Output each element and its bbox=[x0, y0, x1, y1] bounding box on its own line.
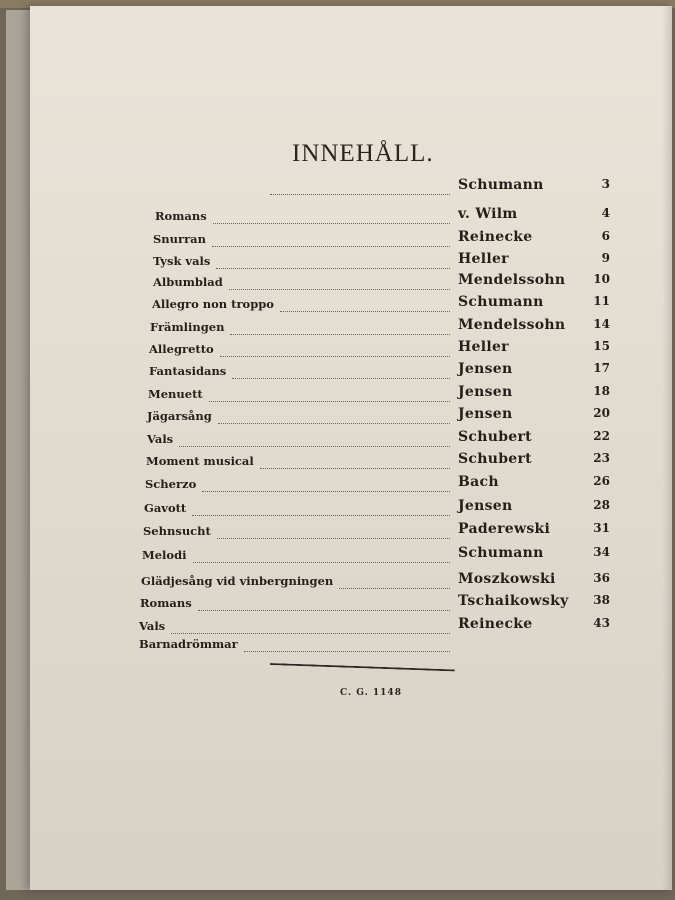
toc-piece-title: Melodi bbox=[142, 548, 187, 562]
toc-page-number: 26 bbox=[593, 474, 610, 488]
toc-composer: Reinecke bbox=[458, 229, 533, 245]
toc-dot-leader bbox=[213, 209, 450, 224]
toc-row bbox=[153, 272, 612, 291]
toc-piece-title: Barnadrömmar bbox=[139, 637, 238, 651]
toc-dot-leader bbox=[220, 342, 450, 357]
toc-composer: Jensen bbox=[458, 498, 513, 514]
toc-composer: Schumann bbox=[458, 177, 544, 193]
toc-piece-title: Scherzo bbox=[145, 477, 197, 491]
toc-row bbox=[152, 294, 612, 313]
toc-piece-title: Jägarsång bbox=[147, 409, 212, 423]
toc-page-number: 22 bbox=[593, 429, 610, 443]
toc-row bbox=[155, 206, 612, 225]
toc-dot-leader bbox=[193, 548, 450, 563]
toc-piece-title: Romans bbox=[155, 209, 207, 223]
toc-dot-leader bbox=[216, 254, 450, 269]
toc-dot-leader bbox=[229, 275, 450, 290]
page-title: INNEHÅLL. bbox=[292, 140, 434, 167]
toc-piece-title: Främlingen bbox=[150, 320, 225, 334]
toc-piece-title: Vals bbox=[139, 619, 166, 633]
toc-piece-title: Allegretto bbox=[149, 342, 214, 356]
toc-page-number: 15 bbox=[593, 339, 610, 353]
toc-composer: Jensen bbox=[458, 361, 513, 377]
toc-page-number: 38 bbox=[593, 593, 610, 607]
toc-row bbox=[142, 545, 612, 564]
toc-composer: Jensen bbox=[458, 384, 513, 400]
toc-row bbox=[144, 498, 612, 517]
toc-composer: Tschaikowsky bbox=[458, 593, 569, 609]
toc-row bbox=[149, 339, 612, 358]
toc-piece-title: Tysk vals bbox=[153, 254, 211, 268]
toc-composer: Schubert bbox=[458, 451, 532, 467]
toc-dot-leader bbox=[212, 232, 450, 247]
toc-composer: Heller bbox=[458, 251, 509, 267]
toc-dot-leader bbox=[270, 180, 450, 195]
toc-page-number: 4 bbox=[601, 206, 610, 220]
toc-row bbox=[139, 637, 612, 653]
toc-composer: Heller bbox=[458, 339, 509, 355]
toc-composer: Reinecke bbox=[458, 616, 533, 632]
toc-page-number: 23 bbox=[593, 451, 610, 465]
toc-dot-leader bbox=[217, 524, 450, 539]
toc-page-number: 34 bbox=[593, 545, 610, 559]
toc-composer: Mendelssohn bbox=[458, 272, 566, 288]
toc-piece-title: Fantasidans bbox=[149, 364, 227, 378]
toc-dot-leader bbox=[232, 364, 450, 379]
toc-piece-title: Sehnsucht bbox=[143, 524, 211, 538]
toc-page-number: 14 bbox=[593, 317, 610, 331]
toc-dot-leader bbox=[260, 454, 450, 469]
toc-composer: Moszkowski bbox=[458, 571, 556, 587]
toc-page-number: 3 bbox=[601, 177, 610, 191]
toc-page-number: 11 bbox=[593, 294, 610, 308]
toc-dot-leader bbox=[171, 619, 450, 634]
toc-composer: Schumann bbox=[458, 545, 544, 561]
toc-dot-leader bbox=[202, 477, 450, 492]
toc-page-number: 9 bbox=[601, 251, 610, 265]
toc-page-number: 36 bbox=[593, 571, 610, 585]
toc-row bbox=[150, 317, 612, 336]
toc-row bbox=[140, 593, 612, 612]
toc-dot-leader bbox=[218, 409, 450, 424]
toc-dot-leader bbox=[198, 596, 450, 611]
toc-row bbox=[139, 616, 612, 635]
toc-page-number: 43 bbox=[593, 616, 610, 630]
toc-page-number: 17 bbox=[593, 361, 610, 375]
toc-composer: Bach bbox=[458, 474, 499, 490]
toc-piece-title: Gavott bbox=[144, 501, 187, 515]
toc-row bbox=[146, 451, 612, 470]
toc-row bbox=[148, 384, 612, 403]
toc-dot-leader bbox=[230, 320, 450, 335]
toc-row bbox=[145, 474, 612, 493]
toc-page-number: 18 bbox=[593, 384, 610, 398]
toc-piece-title: Allegro non troppo bbox=[152, 297, 274, 311]
toc-page-number: 20 bbox=[593, 406, 610, 420]
toc-page-number: 31 bbox=[593, 521, 610, 535]
toc-piece-title: Romans bbox=[140, 596, 192, 610]
toc-page-number: 28 bbox=[593, 498, 610, 512]
toc-row bbox=[153, 251, 612, 270]
toc-page-number: 10 bbox=[593, 272, 610, 286]
toc-piece-title: Vals bbox=[147, 432, 174, 446]
toc-piece-title: Snurran bbox=[153, 232, 206, 246]
toc-piece-title: Albumblad bbox=[153, 275, 223, 289]
toc-row bbox=[143, 521, 612, 540]
toc-composer: Paderewski bbox=[458, 521, 551, 537]
toc-composer: Mendelssohn bbox=[458, 317, 566, 333]
toc-row bbox=[147, 429, 612, 448]
toc-composer: Schumann bbox=[458, 294, 544, 310]
toc-dot-leader bbox=[280, 297, 450, 312]
toc-piece-title: Moment musical bbox=[146, 454, 254, 468]
toc-piece-title: Menuett bbox=[148, 387, 203, 401]
toc-row bbox=[149, 361, 612, 380]
publisher-code: C. G. 1148 bbox=[340, 688, 402, 698]
toc-dot-leader bbox=[339, 574, 450, 589]
toc-dot-leader bbox=[244, 637, 450, 652]
toc-dot-leader bbox=[209, 387, 450, 402]
toc-row bbox=[153, 229, 612, 248]
toc-dot-leader bbox=[192, 501, 450, 516]
toc-dot-leader bbox=[179, 432, 450, 447]
toc-row bbox=[147, 406, 612, 425]
toc-row bbox=[150, 177, 612, 196]
toc-composer: v. Wilm bbox=[458, 206, 518, 222]
toc-page-number: 6 bbox=[601, 229, 610, 243]
toc-row bbox=[141, 571, 612, 590]
toc-composer: Jensen bbox=[458, 406, 513, 422]
toc-composer: Schubert bbox=[458, 429, 532, 445]
toc-piece-title: Glädjesång vid vinbergningen bbox=[141, 574, 334, 588]
